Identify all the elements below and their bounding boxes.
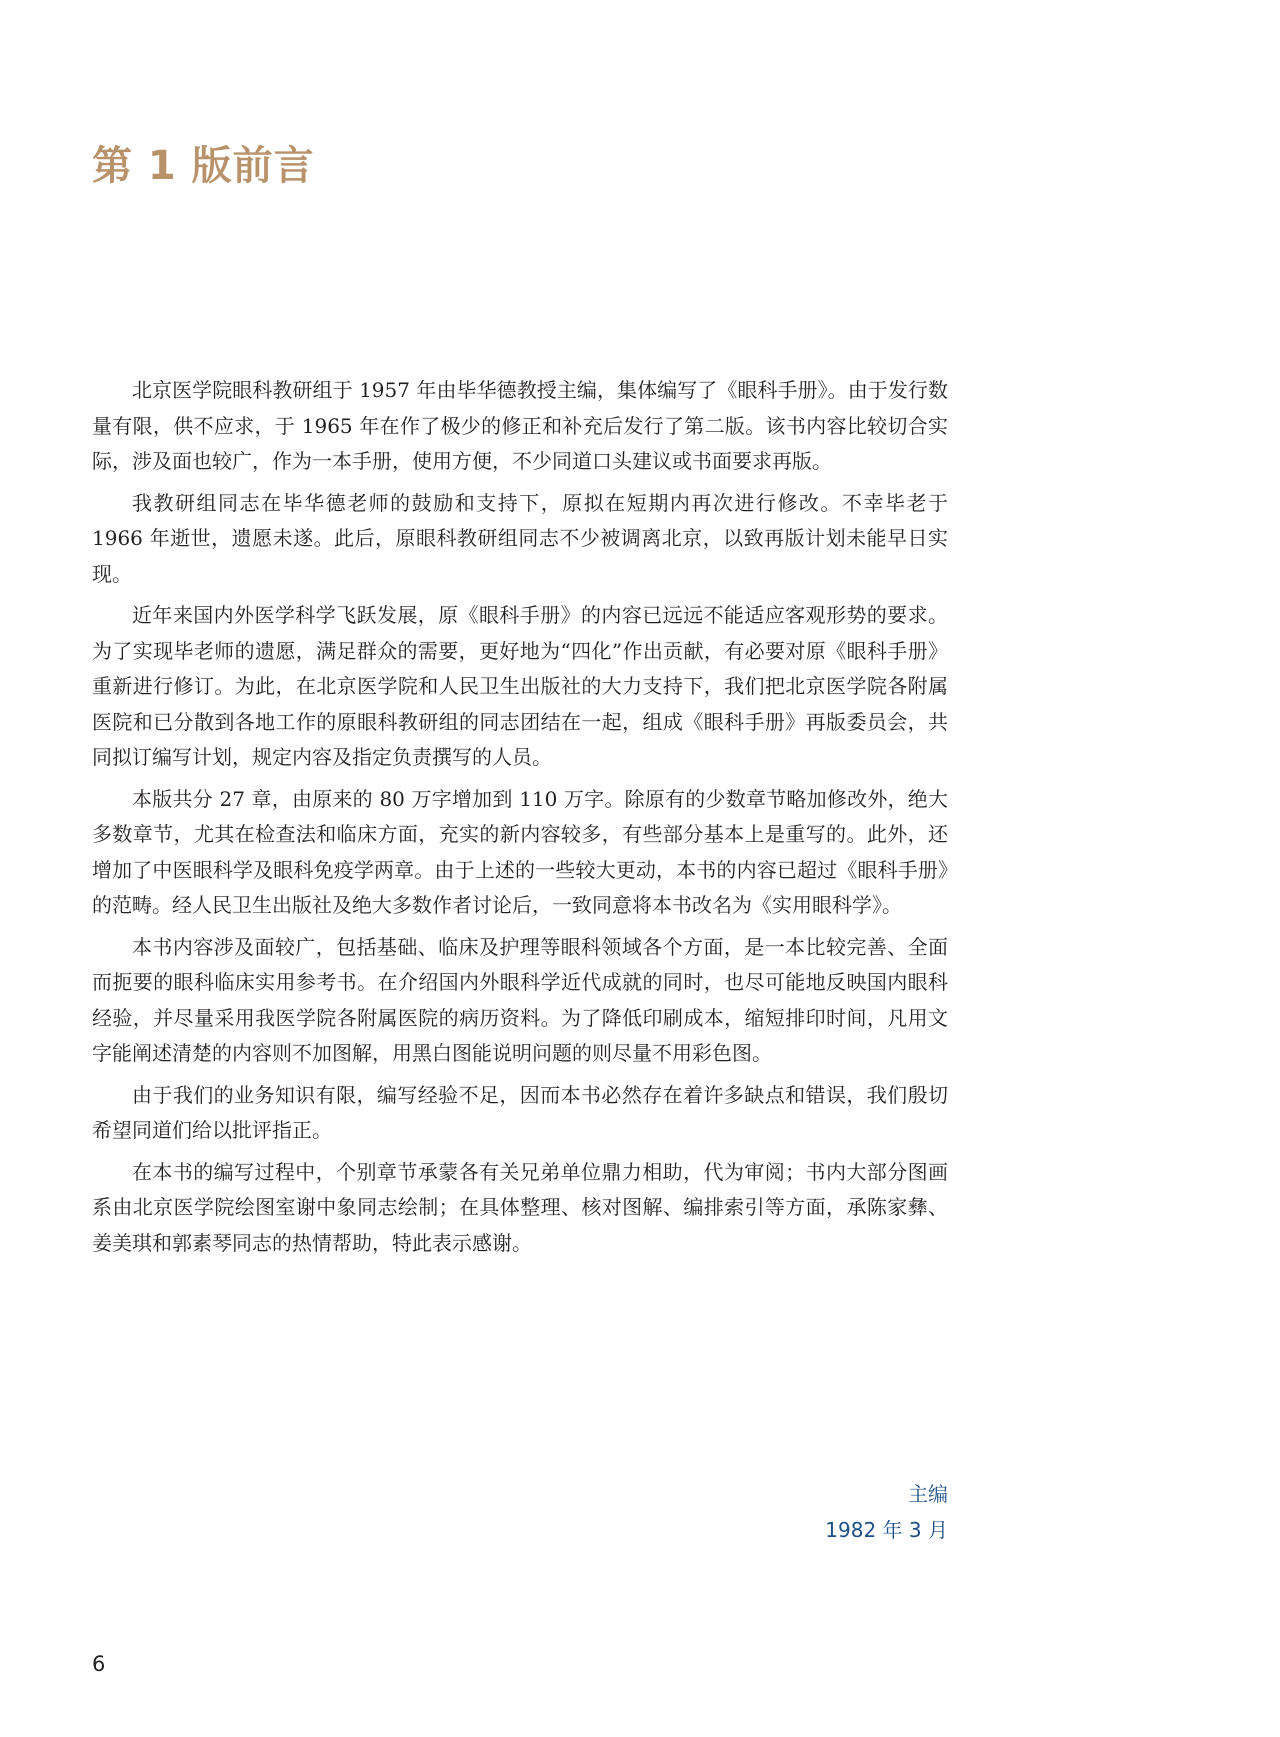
paragraph-4: 本版共分 27 章，由原来的 80 万字增加到 110 万字。除原有的少数章节略加修改外，绝大多数章节，尤其在检查法和临床方面，充实的新内容较多，有些部分基本上是重写的。此外，还增加了中医眼科学及眼科免疫学两章。由于上述的一些较大更动，本书的内容已超过《眼科手册》的范畴。经人民卫生出版社及绝大多数作者讨论后，一致同意将本书改名为《实用眼科学》。: [92, 786, 948, 917]
paragraph-2: 我教研组同志在毕华德老师的鼓励和支持下，原拟在短期内再次进行修改。不幸毕老于 1966 年逝世，遗愿未遂。此后，原眼科教研组同志不少被调离北京，以致再版计划未能早日实现。: [92, 490, 948, 586]
paragraph-7: 在本书的编写过程中，个别章节承蒙各有关兄弟单位鼎力相助，代为审阅；书内大部分图画系由北京医学院绘图室谢中象同志绘制；在具体整理、核对图解、编排索引等方面，承陈家彝、姜美琪和郭素琴同志的热情帮助，特此表示感谢。: [92, 1159, 948, 1255]
signature-role: 主编: [908, 1482, 948, 1506]
paragraph-3: 近年来国内外医学科学飞跃发展，原《眼科手册》的内容已远远不能适应客观形势的要求。为了实现毕老师的遗愿，满足群众的需要，更好地为“四化”作出贡献，有必要对原《眼科手册》重新进行修订。为此，在北京医学院和人民卫生出版社的大力支持下，我们把北京医学院各附属医院和已分散到各地工作的原眼科教研组的同志团结在一起，组成《眼科手册》再版委员会，共同拟订编写计划，规定内容及指定负责撰写的人员。: [92, 603, 948, 769]
signature-date: 1982 年 3 月: [825, 1518, 948, 1542]
page-title: 第 1 版前言: [92, 143, 315, 189]
paragraph-6: 由于我们的业务知识有限，编写经验不足，因而本书必然存在着许多缺点和错误，我们殷切希望同道们给以批评指正。: [92, 1082, 948, 1142]
preface-body: [92, 373, 948, 1267]
paragraph-5: 本书内容涉及面较广，包括基础、临床及护理等眼科领域各个方面，是一本比较完善、全面而扼要的眼科临床实用参考书。在介绍国内外眼科学近代成就的同时，也尽可能地反映国内眼科经验，并尽量采用我医学院各附属医院的病历资料。为了降低印刷成本，缩短排印时间，凡用文字能阐述清楚的内容则不加图解，用黑白图能说明问题的则尽量不用彩色图。: [92, 934, 948, 1065]
signature-block: [825, 1476, 948, 1548]
paragraph-1: 北京医学院眼科教研组于 1957 年由毕华德教授主编，集体编写了《眼科手册》。由于发行数量有限，供不应求，于 1965 年在作了极少的修正和补充后发行了第二版。该书内容比较切合实际，涉及面也较广，作为一本手册，使用方便，不少同道口头建议或书面要求再版。: [92, 378, 948, 473]
page-number: 6: [92, 1652, 106, 1676]
